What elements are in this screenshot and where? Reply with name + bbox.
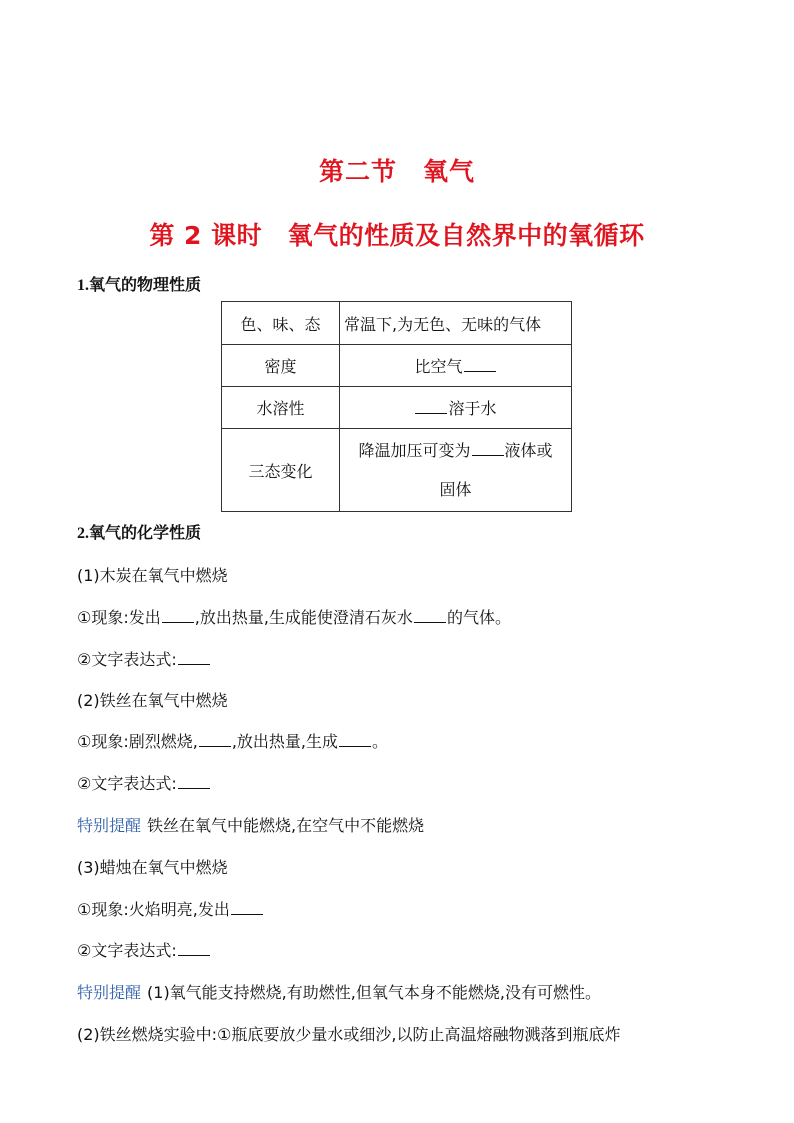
answer-blank[interactable] [415,399,447,414]
answer-blank[interactable] [199,732,231,747]
table-row [222,302,572,345]
text: 的气体。 [446,608,511,627]
candle-phenomenon [77,899,264,921]
table-row [222,387,572,429]
remind-text: (1)氧气能支持燃烧,有助燃性,但氧气本身不能燃烧,没有可燃性。 [147,983,601,1002]
remind-1 [77,815,424,837]
remind-tag: 特别提醒 [77,816,142,835]
section-title: 第二节 氧气 [318,157,475,186]
chemical-heading: 2.氧气的化学性质 [77,525,202,542]
table-cell: 色、味、态 [222,302,340,345]
answer-blank[interactable] [414,608,446,623]
text: ,放出热量,生成 [231,732,339,751]
carbon-formula [77,649,211,671]
table-cell [340,429,572,512]
answer-blank[interactable] [339,732,371,747]
answer-blank[interactable] [472,441,504,456]
table-cell: 三态变化 [222,429,340,512]
table-cell [340,387,572,429]
table-cell: 水溶性 [222,387,340,429]
table-row [222,345,572,387]
carbon-title: (1)木炭在氧气中燃烧 [77,566,228,585]
answer-blank[interactable] [178,650,210,665]
text: ①现象:发出 [77,608,161,627]
text: ②文字表达式: [77,941,177,960]
cell-text: 比空气 [414,357,463,376]
iron-title: (2)铁丝在氧气中燃烧 [77,691,228,710]
remind-text: 铁丝在氧气中能燃烧,在空气中不能燃烧 [147,816,425,835]
text: 。 [372,732,389,751]
table-cell: 密度 [222,345,340,387]
text: ②文字表达式: [77,774,177,793]
iron-formula [77,773,211,795]
answer-blank[interactable] [178,774,210,789]
cell-text: 溶于水 [448,399,497,418]
text: ②文字表达式: [77,650,177,669]
table-cell: 常温下,为无色、无味的气体 [340,302,572,345]
note-2: (2)铁丝燃烧实验中:①瓶底要放少量水或细沙,以防止高温熔融物溅落到瓶底炸 [77,1025,621,1044]
physical-heading: 1.氧气的物理性质 [77,277,202,294]
table-cell [340,345,572,387]
answer-blank[interactable] [464,357,496,372]
cell-text: 降温加压可变为 [358,441,471,460]
lesson-title: 第 2 课时 氧气的性质及自然界中的氧循环 [149,221,645,250]
text: ①现象:剧烈燃烧, [77,732,198,751]
answer-blank[interactable] [231,900,263,915]
remind-2 [77,982,601,1004]
cell-text: 固体 [439,480,472,499]
carbon-phenomenon [77,607,511,629]
iron-phenomenon [77,731,388,753]
candle-formula [77,940,211,962]
text: ,放出热量,生成能使澄清石灰水 [194,608,413,627]
answer-blank[interactable] [178,941,210,956]
candle-title: (3)蜡烛在氧气中燃烧 [77,858,228,877]
table-row [222,429,572,512]
remind-tag: 特别提醒 [77,983,142,1002]
physical-properties-table [221,301,572,512]
cell-text: 液体或 [504,441,553,460]
answer-blank[interactable] [162,608,194,623]
text: ①现象:火焰明亮,发出 [77,900,230,919]
